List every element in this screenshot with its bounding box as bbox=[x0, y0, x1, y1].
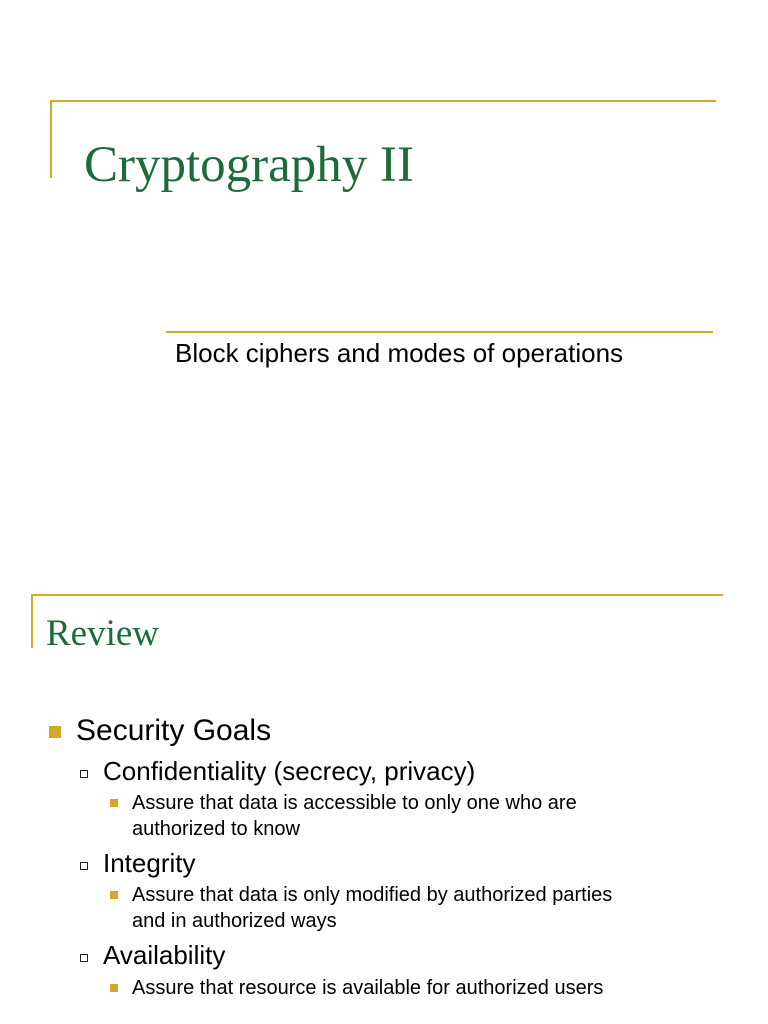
review-title: Review bbox=[46, 613, 160, 654]
bullet-hollow-square-icon bbox=[80, 862, 88, 870]
bullet-square-icon bbox=[110, 799, 118, 807]
bullet-confidentiality: Confidentiality (secrecy, privacy) bbox=[103, 756, 476, 786]
bullet-availability: Availability bbox=[103, 940, 226, 970]
bullet-integrity-desc-1: Assure that data is only modified by authorized parties bbox=[132, 884, 613, 906]
bullet-square-icon bbox=[110, 984, 118, 992]
bullet-integrity-desc-2: and in authorized ways bbox=[132, 910, 337, 932]
bullet-security-goals: Security Goals bbox=[76, 714, 272, 747]
review-slide bbox=[0, 576, 768, 1024]
bullet-square-icon bbox=[49, 726, 61, 738]
bullet-confidentiality-desc-1: Assure that data is accessible to only one who are bbox=[132, 792, 577, 814]
bullet-integrity: Integrity bbox=[103, 848, 196, 878]
bullet-square-icon bbox=[110, 891, 118, 899]
bullet-confidentiality-desc-2: authorized to know bbox=[132, 818, 300, 840]
bullet-hollow-square-icon bbox=[80, 770, 88, 778]
slide-subtitle: Block ciphers and modes of operations bbox=[175, 338, 624, 368]
slide-title: Cryptography II bbox=[84, 137, 415, 193]
title-side-rule bbox=[50, 100, 52, 178]
review-side-rule bbox=[31, 594, 33, 648]
title-top-rule bbox=[50, 100, 716, 102]
review-top-rule bbox=[31, 594, 723, 596]
subtitle-rule bbox=[166, 331, 713, 333]
bullet-availability-desc-1: Assure that resource is available for authorized users bbox=[132, 977, 604, 999]
bullet-hollow-square-icon bbox=[80, 954, 88, 962]
